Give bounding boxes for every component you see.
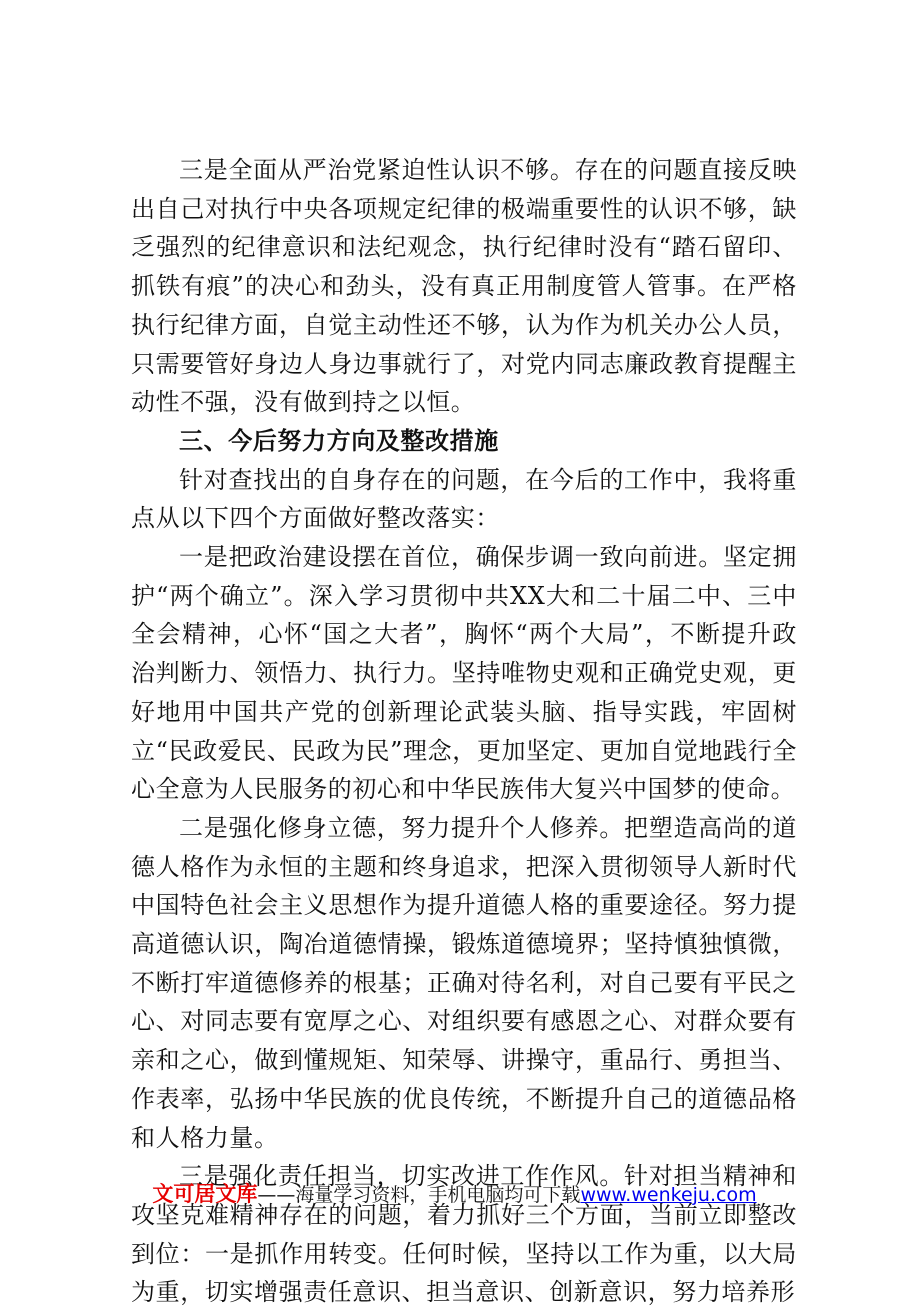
- footer-site-link[interactable]: www.wenkeju.com: [580, 1184, 757, 1206]
- footer-banner: [0, 1179, 909, 1210]
- footer-brand: 文可居文库: [152, 1182, 258, 1206]
- section-heading: 三、今后努力方向及整改措施: [179, 426, 499, 455]
- paragraph-1: 三是全面从严治党紧迫性认识不够。存在的问题直接反映出自己对执行中央各项规定纪律的极端重要性的认识不够，缺乏强烈的纪律意识和法纪观念，执行纪律时没有“踏石留印、抓铁有痕”的决心和劲头，没有真正用制度管人管事。在严格执行纪律方面，自觉主动性还不够，认为作为机关办公人员，只需要管好身边人身边事就行了，对党内同志廉政教育提醒主动性不强，没有做到持之以恒。: [131, 156, 797, 417]
- document-body: [131, 151, 797, 1312]
- paragraph-5: 三是强化责任担当，切实改进工作作风。针对担当精神和攻坚克难精神存在的问题，着力抓好三个方面，当前立即整改到位：一是抓作用转变。任何时候，坚持以工作为重，以大局为重，切实增强责任意识、担当意识、创新意识，努力培养形: [131, 1162, 797, 1307]
- paragraph-3: 一是把政治建设摆在首位，确保步调一致向前进。坚定拥护“两个确立”。深入学习贯彻中共XX大和二十届二中、三中全会精神，心怀“国之大者”，胸怀“两个大局”，不断提升政治判断力、领悟力、执行力。坚持唯物史观和正确党史观，更好地用中国共产党的创新理论武装头脑、指导实践，牢固树立“民政爱民、民政为民”理念，更加坚定、更加自觉地践行全心全意为人民服务的初心和中华民族伟大复兴中国梦的使命。: [131, 543, 797, 804]
- paragraph-4: 二是强化修身立德，努力提升个人修养。把塑造高尚的道德人格作为永恒的主题和终身追求，把深入贯彻领导人新时代中国特色社会主义思想作为提升道德人格的重要途径。努力提高道德认识，陶冶道德情操，锻炼道德境界；坚持慎独慎微，不断打牢道德修养的根基；正确对待名利，对自己要有平民之心、对同志要有宽厚之心、对组织要有感恩之心、对群众要有亲和之心，做到懂规矩、知荣辱、讲操守，重品行、勇担当、作表率，弘扬中华民族的优良传统，不断提升自己的道德品格和人格力量。: [131, 813, 797, 1152]
- paragraph-2: 针对查找出的自身存在的问题，在今后的工作中，我将重点从以下四个方面做好整改落实：: [131, 465, 797, 533]
- footer-tagline: ——海量学习资料，手机电脑均可下载: [257, 1184, 581, 1206]
